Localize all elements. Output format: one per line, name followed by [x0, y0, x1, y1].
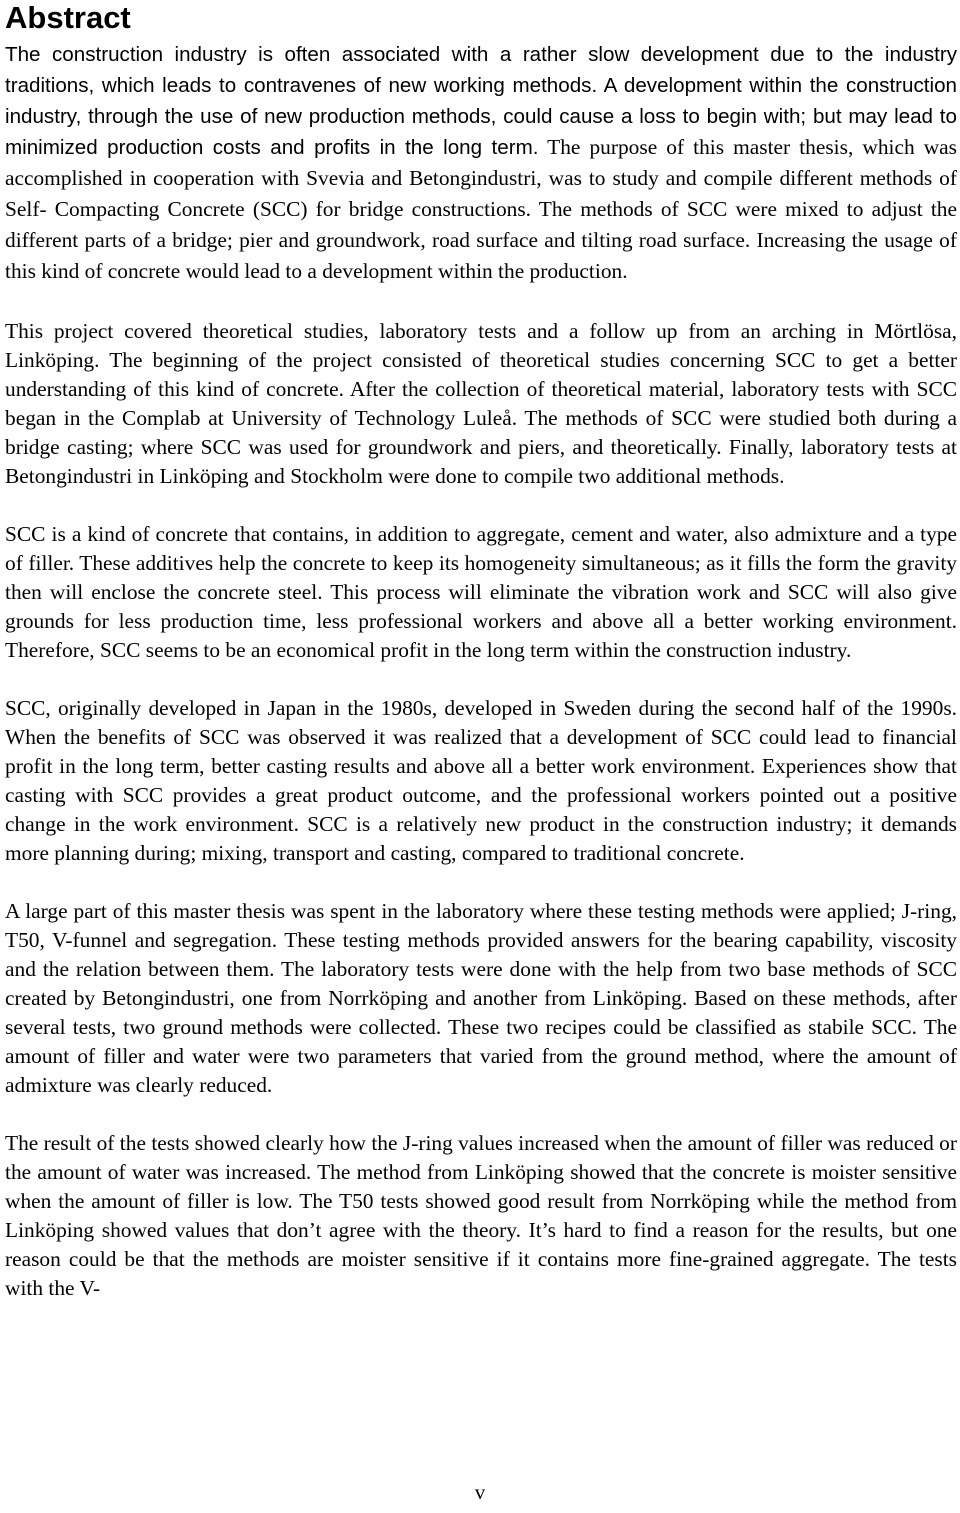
paragraph-1-sans-text: The construction industry is often associated with a rather slow development due to the industry traditions, which leads to contravenes of new working methods. A development within the construction industry, through the use of new production methods, could cause a loss to begin with; but may lead to minimized production costs and profits in the long term. [5, 43, 957, 159]
page-title: Abstract [5, 0, 131, 35]
paragraph-2: This project covered theoretical studies, laboratory tests and a follow up from an arching in Mörtlösa, Linköping. The beginning of the project consisted of theoretical studies concerning SCC to get a better understanding of this kind of concrete. After the collection of theoretical material, laboratory tests with SCC began in the Complab at University of Technology Luleå. The methods of SCC were studied both during a bridge casting; where SCC was used for groundwork and piers, and theoretically. Finally, laboratory tests at Betongindustri in Linköping and Stockholm were done to compile two additional methods. [5, 319, 957, 488]
paragraph-1-serif-text: The purpose of this master thesis, which was accomplished in cooperation with Svevia and Betongindustri, was to study and compile different methods of Self- Compacting Concrete (SCC) for bridge constructions. The methods of SCC were mixed to adjust the different parts of a bridge; pier and groundwork, road surface and tilting road surface. Increasing the usage of this kind of concrete would lead to a development within the production. [5, 135, 957, 283]
paragraph-gap [5, 288, 957, 317]
paragraph-gap [5, 491, 957, 520]
abstract-page [5, 0, 957, 1303]
paragraph-gap [5, 665, 957, 694]
paragraph-gap [5, 868, 957, 897]
paragraph-4: SCC, originally developed in Japan in the 1980s, developed in Sweden during the second half of the 1990s. When the benefits of SCC was observed it was realized that a development of SCC could lead to financial profit in the long term, better casting results and above all a better work environment. Experiences show that casting with SCC provides a great product outcome, and the professional workers pointed out a positive change in the work environment. SCC is a relatively new product in the construction industry; it demands more planning during; mixing, transport and casting, compared to traditional concrete. [5, 696, 957, 865]
paragraph-3: SCC is a kind of concrete that contains, in addition to aggregate, cement and water, also admixture and a type of filler. These additives help the concrete to keep its homogeneity simultaneous; as it fills the form the gravity then will enclose the concrete steel. This process will eliminate the vibration work and SCC will also give grounds for less production time, less professional workers and above all a better working environment. Therefore, SCC seems to be an economical profit in the long term within the construction industry. [5, 522, 957, 662]
paragraph-6: The result of the tests showed clearly how the J-ring values increased when the amount of filler was reduced or the amount of water was increased. The method from Linköping showed that the concrete is moister sensitive when the amount of filler is low. The T50 tests showed good result from Norrköping while the method from Linköping showed values that don’t agree with the theory. It’s hard to find a reason for the results, but one reason could be that the methods are moister sensitive if it contains more fine-grained aggregate. The tests with the V- [5, 1131, 957, 1300]
paragraph-5: A large part of this master thesis was spent in the laboratory where these testing methods were applied; J-ring, T50, V-funnel and segregation. These testing methods provided answers for the bearing capability, viscosity and the relation between them. The laboratory tests were done with the help from two base methods of SCC created by Betongindustri, one from Norrköping and another from Linköping. Based on these methods, after several tests, two ground methods were collected. These two recipes could be classified as stabile SCC. The amount of filler and water were two parameters that varied from the ground method, where the amount of admixture was clearly reduced. [5, 899, 957, 1097]
paragraph-1 [5, 40, 957, 288]
paragraph-gap [5, 1100, 957, 1129]
page-number: v [474, 1480, 486, 1504]
